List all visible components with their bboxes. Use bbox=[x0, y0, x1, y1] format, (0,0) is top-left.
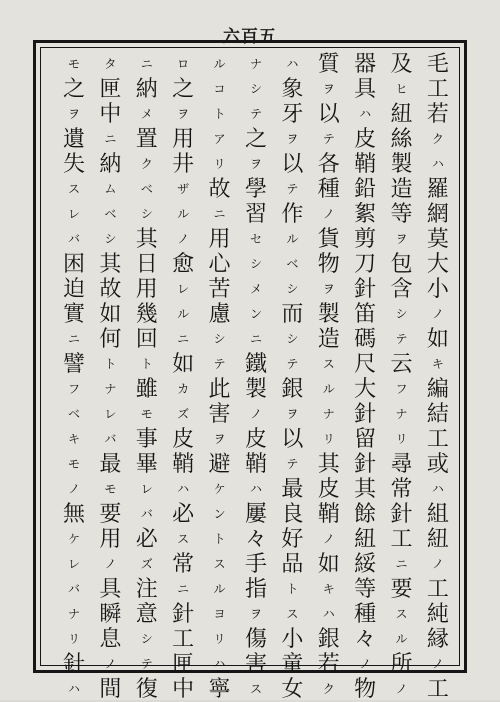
text-char: ベ bbox=[67, 407, 80, 421]
text-char: 皮 bbox=[172, 427, 195, 452]
text-char: テ bbox=[213, 357, 226, 371]
text-char: ヲ bbox=[213, 432, 226, 446]
text-char: 大 bbox=[426, 252, 449, 277]
text-char: ノ bbox=[431, 307, 444, 321]
text-char: 無 bbox=[62, 502, 85, 527]
text-char: テ bbox=[140, 657, 153, 671]
text-char: 心 bbox=[208, 252, 231, 277]
text-char: モ bbox=[104, 482, 117, 496]
text-char: 井 bbox=[172, 152, 195, 177]
text-char: 習 bbox=[244, 202, 267, 227]
text-char: 々 bbox=[244, 527, 267, 552]
text-char: 譬 bbox=[62, 352, 85, 377]
text-column bbox=[386, 52, 418, 696]
text-char: ノ bbox=[359, 657, 372, 671]
text-char: ザ bbox=[177, 182, 190, 196]
text-char: 針 bbox=[172, 602, 195, 627]
text-char: 常 bbox=[172, 552, 195, 577]
text-char: 良 bbox=[281, 502, 304, 527]
text-char: ヲ bbox=[249, 157, 262, 171]
text-char: 種 bbox=[354, 602, 377, 627]
text-char: 工 bbox=[426, 577, 449, 602]
text-char: 小 bbox=[281, 627, 304, 652]
text-char: ナ bbox=[67, 607, 80, 621]
text-char: 愈 bbox=[172, 252, 195, 277]
text-char: 慮 bbox=[208, 302, 231, 327]
text-char: コ bbox=[213, 82, 226, 96]
text-char: 復 bbox=[135, 677, 158, 702]
text-char: 若 bbox=[426, 102, 449, 127]
text-char: 寧 bbox=[208, 677, 231, 702]
text-char: 或 bbox=[426, 452, 449, 477]
text-char: 好 bbox=[281, 527, 304, 552]
text-char: テ bbox=[286, 182, 299, 196]
text-char: ス bbox=[395, 607, 408, 621]
text-char: 莫 bbox=[426, 227, 449, 252]
text-char: リ bbox=[322, 432, 335, 446]
text-char: 置 bbox=[135, 127, 158, 152]
text-char: 常 bbox=[390, 477, 413, 502]
text-char: 工 bbox=[426, 427, 449, 452]
text-char: レ bbox=[67, 557, 80, 571]
text-column bbox=[422, 52, 454, 702]
text-char: ル bbox=[213, 57, 226, 71]
text-char: ニ bbox=[395, 557, 408, 571]
text-char: 針 bbox=[62, 652, 85, 677]
text-char: テ bbox=[322, 132, 335, 146]
text-char: 日 bbox=[135, 252, 158, 277]
text-char: ハ bbox=[322, 607, 335, 621]
text-char: 其 bbox=[135, 227, 158, 252]
text-char: 納 bbox=[135, 77, 158, 102]
text-char: 女 bbox=[281, 677, 304, 702]
text-char: ニ bbox=[104, 132, 117, 146]
text-char: 事 bbox=[135, 427, 158, 452]
text-char: 迫 bbox=[62, 277, 85, 302]
text-char: 針 bbox=[390, 502, 413, 527]
text-char: 毛 bbox=[426, 52, 449, 77]
text-char: ノ bbox=[322, 532, 335, 546]
text-char: テ bbox=[286, 357, 299, 371]
text-char: ニ bbox=[177, 582, 190, 596]
text-char: ベ bbox=[104, 207, 117, 221]
text-char: 若 bbox=[317, 652, 340, 677]
text-char: 避 bbox=[208, 452, 231, 477]
text-char: 用 bbox=[99, 527, 122, 552]
text-char: モ bbox=[67, 457, 80, 471]
text-char: 皮 bbox=[317, 477, 340, 502]
text-char: シ bbox=[140, 207, 153, 221]
text-char: 品 bbox=[281, 552, 304, 577]
text-char: ハ bbox=[177, 482, 190, 496]
text-char: 故 bbox=[99, 277, 122, 302]
text-char: 要 bbox=[390, 577, 413, 602]
text-char: ヒ bbox=[395, 82, 408, 96]
text-char: 要 bbox=[99, 502, 122, 527]
text-char: ム bbox=[104, 182, 117, 196]
text-char: ヲ bbox=[286, 132, 299, 146]
text-char: ナ bbox=[249, 57, 262, 71]
text-char: 其 bbox=[99, 252, 122, 277]
text-char: ノ bbox=[322, 207, 335, 221]
text-char: 鞘 bbox=[354, 152, 377, 177]
text-char: ト bbox=[140, 357, 153, 371]
text-char: 絮 bbox=[354, 202, 377, 227]
text-char: 笛 bbox=[354, 302, 377, 327]
text-char: ズ bbox=[177, 407, 190, 421]
text-char: レ bbox=[67, 207, 80, 221]
text-char: 之 bbox=[172, 77, 195, 102]
text-char: 貨 bbox=[317, 227, 340, 252]
text-char: 鐵 bbox=[244, 352, 267, 377]
text-char: ハ bbox=[286, 57, 299, 71]
text-char: 紐 bbox=[354, 527, 377, 552]
text-char: 幾 bbox=[135, 302, 158, 327]
text-char: シ bbox=[286, 282, 299, 296]
text-char: バ bbox=[67, 232, 80, 246]
text-char: ル bbox=[322, 382, 335, 396]
text-char: ル bbox=[286, 232, 299, 246]
text-char: バ bbox=[67, 582, 80, 596]
text-char: シ bbox=[104, 232, 117, 246]
text-char: シ bbox=[395, 307, 408, 321]
text-char: ル bbox=[177, 207, 190, 221]
text-char: 組 bbox=[426, 502, 449, 527]
text-char: 碼 bbox=[354, 327, 377, 352]
text-char: 其 bbox=[317, 452, 340, 477]
text-char: 製 bbox=[317, 302, 340, 327]
text-char: ハ bbox=[431, 157, 444, 171]
text-char: ニ bbox=[140, 57, 153, 71]
text-char: ハ bbox=[67, 682, 80, 696]
text-char: 小 bbox=[426, 277, 449, 302]
text-char: 紐 bbox=[390, 102, 413, 127]
text-char: ヲ bbox=[67, 107, 80, 121]
text-char: モ bbox=[140, 407, 153, 421]
text-char: 包 bbox=[390, 252, 413, 277]
text-char: 此 bbox=[208, 377, 231, 402]
text-char: 各 bbox=[317, 152, 340, 177]
text-char: 等 bbox=[354, 577, 377, 602]
text-char: ス bbox=[213, 557, 226, 571]
text-char: 種 bbox=[317, 177, 340, 202]
text-char: バ bbox=[104, 432, 117, 446]
text-char: ト bbox=[213, 532, 226, 546]
text-char: 故 bbox=[208, 177, 231, 202]
text-char: 工 bbox=[390, 527, 413, 552]
text-char: ア bbox=[213, 132, 226, 146]
text-char: 尋 bbox=[390, 452, 413, 477]
text-char: レ bbox=[140, 482, 153, 496]
text-char: ノ bbox=[104, 557, 117, 571]
text-char: 皮 bbox=[244, 427, 267, 452]
text-char: 製 bbox=[244, 377, 267, 402]
text-char: ケ bbox=[67, 532, 80, 546]
text-char: ナ bbox=[322, 407, 335, 421]
text-char: ニ bbox=[67, 332, 80, 346]
text-char: キ bbox=[431, 357, 444, 371]
page-number: 六百五 bbox=[223, 27, 277, 47]
text-char: 編 bbox=[426, 377, 449, 402]
text-char: 尺 bbox=[354, 352, 377, 377]
text-char: 屢 bbox=[244, 502, 267, 527]
text-char: リ bbox=[213, 157, 226, 171]
text-char: シ bbox=[249, 257, 262, 271]
text-char: 々 bbox=[354, 627, 377, 652]
text-char: リ bbox=[67, 632, 80, 646]
text-char: ク bbox=[140, 157, 153, 171]
text-char: 害 bbox=[208, 402, 231, 427]
text-char: キ bbox=[67, 432, 80, 446]
text-char: 間 bbox=[99, 677, 122, 702]
text-char: 所 bbox=[390, 652, 413, 677]
text-char: 鞘 bbox=[172, 452, 195, 477]
text-char: 失 bbox=[62, 152, 85, 177]
text-column bbox=[204, 52, 236, 702]
text-char: 具 bbox=[354, 77, 377, 102]
text-char: フ bbox=[395, 382, 408, 396]
text-char: 瞬 bbox=[99, 602, 122, 627]
text-char: セ bbox=[249, 232, 262, 246]
text-char: ノ bbox=[249, 407, 262, 421]
text-char: シ bbox=[140, 632, 153, 646]
text-char: 之 bbox=[62, 77, 85, 102]
text-char: 工 bbox=[172, 627, 195, 652]
text-char: ノ bbox=[431, 657, 444, 671]
text-char: ヨ bbox=[213, 607, 226, 621]
text-char: 必 bbox=[135, 527, 158, 552]
text-char: ナ bbox=[395, 407, 408, 421]
text-char: 如 bbox=[317, 552, 340, 577]
text-char: 學 bbox=[244, 177, 267, 202]
text-char: 留 bbox=[354, 427, 377, 452]
text-char: 象 bbox=[281, 77, 304, 102]
text-char: 中 bbox=[99, 102, 122, 127]
text-column bbox=[131, 52, 163, 702]
text-char: 具 bbox=[99, 577, 122, 602]
text-char: 實 bbox=[62, 302, 85, 327]
text-char: 製 bbox=[390, 152, 413, 177]
text-char: ニ bbox=[177, 332, 190, 346]
text-char: ク bbox=[322, 682, 335, 696]
text-char: ヲ bbox=[249, 607, 262, 621]
text-char: 鞘 bbox=[244, 452, 267, 477]
text-char: ト bbox=[286, 582, 299, 596]
text-char: 造 bbox=[390, 177, 413, 202]
text-char: 紐 bbox=[426, 527, 449, 552]
text-char: ヲ bbox=[322, 282, 335, 296]
text-char: 雖 bbox=[135, 377, 158, 402]
text-char: リ bbox=[213, 632, 226, 646]
text-char: 息 bbox=[99, 627, 122, 652]
text-char: メ bbox=[140, 107, 153, 121]
text-char: 困 bbox=[62, 252, 85, 277]
text-char: ル bbox=[395, 632, 408, 646]
text-char: ハ bbox=[213, 657, 226, 671]
text-char: ノ bbox=[395, 682, 408, 696]
text-char: ス bbox=[249, 682, 262, 696]
text-char: ノ bbox=[431, 557, 444, 571]
text-char: 造 bbox=[317, 327, 340, 352]
text-char: 意 bbox=[135, 602, 158, 627]
text-char: 如 bbox=[99, 302, 122, 327]
text-char: 必 bbox=[172, 502, 195, 527]
text-char: 針 bbox=[354, 452, 377, 477]
text-char: フ bbox=[67, 382, 80, 396]
text-char: 中 bbox=[172, 677, 195, 702]
text-char: レ bbox=[177, 282, 190, 296]
text-char: リ bbox=[395, 432, 408, 446]
text-char: キ bbox=[322, 582, 335, 596]
text-char: 傷 bbox=[244, 627, 267, 652]
text-column bbox=[349, 52, 381, 702]
text-char: 苦 bbox=[208, 277, 231, 302]
text-char: 針 bbox=[354, 402, 377, 427]
text-char: 指 bbox=[244, 577, 267, 602]
text-char: 餘 bbox=[354, 502, 377, 527]
text-char: テ bbox=[286, 457, 299, 471]
text-char: レ bbox=[104, 407, 117, 421]
text-char: ベ bbox=[286, 257, 299, 271]
text-char: シ bbox=[213, 332, 226, 346]
text-char: 大 bbox=[354, 377, 377, 402]
text-char: 用 bbox=[135, 277, 158, 302]
text-char: 畢 bbox=[135, 452, 158, 477]
text-char: ス bbox=[286, 607, 299, 621]
text-char: 以 bbox=[281, 152, 304, 177]
text-char: ヲ bbox=[395, 232, 408, 246]
text-char: 銀 bbox=[281, 377, 304, 402]
text-char: 注 bbox=[135, 577, 158, 602]
text-char: モ bbox=[67, 57, 80, 71]
text-char: 之 bbox=[244, 127, 267, 152]
text-char: 如 bbox=[172, 352, 195, 377]
text-char: 回 bbox=[135, 327, 158, 352]
text-char: ス bbox=[67, 182, 80, 196]
text-char: 縁 bbox=[426, 627, 449, 652]
text-char: 用 bbox=[208, 227, 231, 252]
text-char: ハ bbox=[431, 482, 444, 496]
text-char: ベ bbox=[140, 182, 153, 196]
text-char: ル bbox=[213, 582, 226, 596]
text-char: ル bbox=[177, 307, 190, 321]
text-char: 遺 bbox=[62, 127, 85, 152]
text-char: メ bbox=[249, 282, 262, 296]
text-char: 童 bbox=[281, 652, 304, 677]
text-char: ハ bbox=[359, 107, 372, 121]
text-column bbox=[167, 52, 199, 702]
text-char: 以 bbox=[281, 427, 304, 452]
text-char: 羅 bbox=[426, 177, 449, 202]
text-char: 而 bbox=[281, 302, 304, 327]
text-char: 牙 bbox=[281, 102, 304, 127]
text-char: 鉛 bbox=[354, 177, 377, 202]
text-char: 匣 bbox=[172, 652, 195, 677]
text-char: 物 bbox=[354, 677, 377, 702]
text-char: ハ bbox=[249, 482, 262, 496]
text-char: ロ bbox=[177, 57, 190, 71]
text-column bbox=[94, 52, 126, 702]
text-char: ニ bbox=[213, 207, 226, 221]
text-char: 絲 bbox=[390, 127, 413, 152]
text-char: 網 bbox=[426, 202, 449, 227]
text-char: ク bbox=[431, 132, 444, 146]
text-char: ス bbox=[177, 532, 190, 546]
text-char: 以 bbox=[317, 102, 340, 127]
text-char: 含 bbox=[390, 277, 413, 302]
text-char: シ bbox=[286, 332, 299, 346]
text-char: 納 bbox=[99, 152, 122, 177]
text-char: ト bbox=[104, 357, 117, 371]
text-char: ズ bbox=[140, 557, 153, 571]
text-char: 其 bbox=[354, 477, 377, 502]
text-char: 害 bbox=[244, 652, 267, 677]
text-char: 最 bbox=[281, 477, 304, 502]
text-char: ヲ bbox=[322, 82, 335, 96]
text-char: 如 bbox=[426, 327, 449, 352]
text-char: ヲ bbox=[286, 407, 299, 421]
text-char: テ bbox=[249, 107, 262, 121]
text-char: ン bbox=[249, 307, 262, 321]
text-char: ニ bbox=[249, 332, 262, 346]
text-char: テ bbox=[395, 332, 408, 346]
text-char: ス bbox=[322, 357, 335, 371]
text-char: シ bbox=[249, 82, 262, 96]
text-char: 結 bbox=[426, 402, 449, 427]
text-char: 手 bbox=[244, 552, 267, 577]
text-column bbox=[240, 52, 272, 696]
text-column bbox=[276, 52, 308, 702]
text-char: ト bbox=[213, 107, 226, 121]
text-char: 工 bbox=[426, 77, 449, 102]
text-char: 及 bbox=[390, 52, 413, 77]
text-char: 最 bbox=[99, 452, 122, 477]
text-column bbox=[58, 52, 90, 696]
text-char: ナ bbox=[104, 382, 117, 396]
text-char: バ bbox=[140, 507, 153, 521]
text-char: 純 bbox=[426, 602, 449, 627]
text-char: 作 bbox=[281, 202, 304, 227]
text-char: 等 bbox=[390, 202, 413, 227]
text-char: 匣 bbox=[99, 77, 122, 102]
text-char: タ bbox=[104, 57, 117, 71]
text-char: ノ bbox=[177, 232, 190, 246]
text-char: 鞘 bbox=[317, 502, 340, 527]
text-char: 剪 bbox=[354, 227, 377, 252]
text-char: ノ bbox=[104, 657, 117, 671]
vertical-text-body bbox=[58, 52, 454, 702]
text-char: 刀 bbox=[354, 252, 377, 277]
text-char: 銀 bbox=[317, 627, 340, 652]
text-char: ヲ bbox=[177, 107, 190, 121]
text-char: ノ bbox=[67, 482, 80, 496]
text-char: カ bbox=[177, 382, 190, 396]
text-char: 綏 bbox=[354, 552, 377, 577]
text-char: 云 bbox=[390, 352, 413, 377]
text-char: 用 bbox=[172, 127, 195, 152]
text-char: 器 bbox=[354, 52, 377, 77]
text-char: 皮 bbox=[354, 127, 377, 152]
text-column bbox=[313, 52, 345, 696]
text-char: 質 bbox=[317, 52, 340, 77]
text-char: 物 bbox=[317, 252, 340, 277]
text-char: 工 bbox=[426, 677, 449, 702]
text-char: 針 bbox=[354, 277, 377, 302]
text-char: ン bbox=[213, 507, 226, 521]
text-char: 何 bbox=[99, 327, 122, 352]
text-char: ケ bbox=[213, 482, 226, 496]
